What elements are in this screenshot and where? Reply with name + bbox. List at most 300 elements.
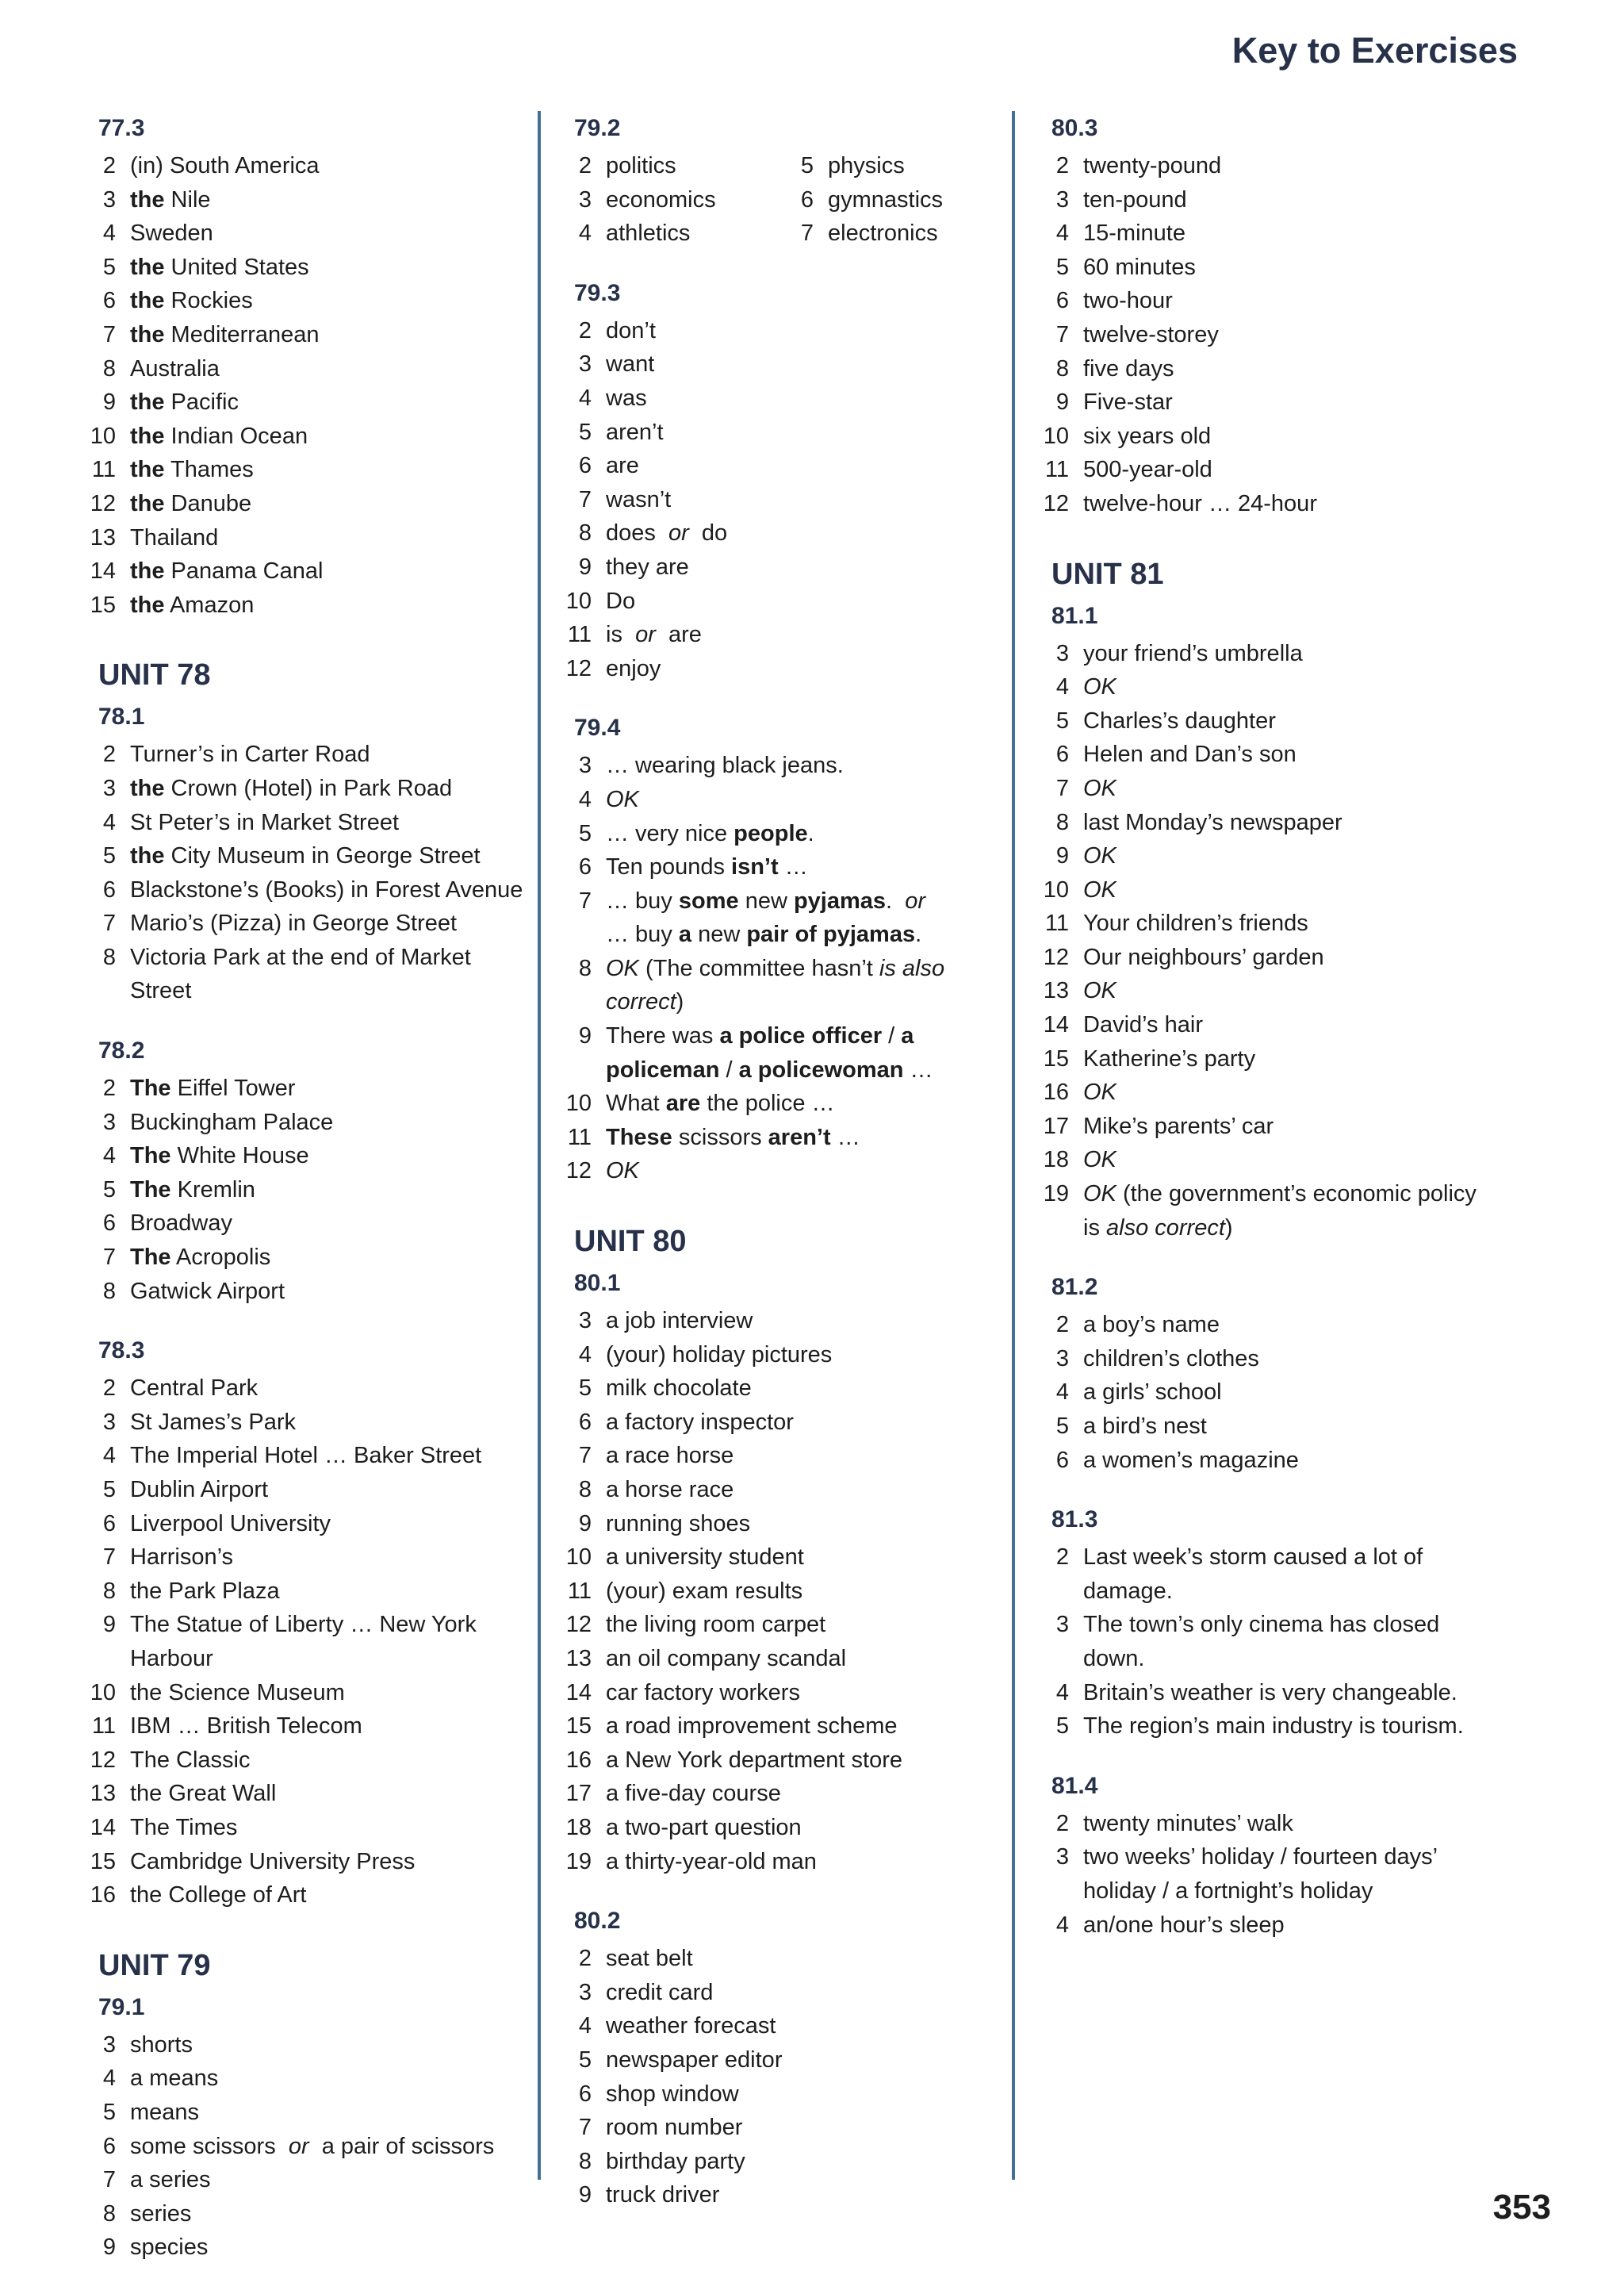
answer-number: 14: [565, 1679, 592, 1705]
answer-list: [1037, 1807, 1497, 1942]
answer-number: 2: [102, 1375, 116, 1402]
answer-number: 3: [1055, 1612, 1069, 1638]
answer-item: [560, 952, 1004, 1019]
answer-item: [84, 386, 528, 420]
answer-text: OK: [1083, 1080, 1116, 1106]
exercise-heading: 78.3: [98, 1337, 145, 1364]
answer-number: 15: [1043, 1045, 1069, 1072]
answer-item: [560, 2009, 1004, 2043]
answer-text: Cambridge University Press: [130, 1848, 416, 1874]
answer-text: Dublin Airport: [130, 1477, 269, 1502]
answer-number: 3: [578, 753, 592, 779]
answer-text: OK: [1083, 775, 1116, 801]
answer-text: birthday party: [606, 2148, 745, 2174]
answer-item: [84, 149, 528, 183]
answer-text: room number: [606, 2115, 743, 2141]
answer-item: [560, 1439, 1004, 1473]
answer-number: 5: [578, 820, 592, 846]
answer-item: [84, 1106, 528, 1140]
answer-item: [560, 618, 1004, 652]
answer-number: 10: [90, 423, 116, 449]
answer-text: … wearing black jeans.: [606, 753, 844, 779]
answer-number: 2: [102, 742, 116, 768]
answer-item: [84, 2163, 528, 2197]
answer-item: [560, 1154, 1004, 1188]
exercise: [560, 1904, 1004, 2212]
answer-number: 5: [102, 1477, 116, 1502]
answer-text: an/one hour’s sleep: [1083, 1912, 1285, 1938]
answer-number: 3: [578, 1979, 592, 2005]
answer-text: Charles’s daughter: [1083, 708, 1276, 734]
answer-number: 3: [102, 1109, 116, 1135]
answer-text: Blackstone’s (Books) in Forest Avenue: [130, 876, 523, 903]
answer-item: [560, 1019, 1004, 1087]
answer-text: a series: [130, 2167, 211, 2193]
answer-text: series: [130, 2200, 192, 2227]
answer-item: [560, 1642, 1004, 1676]
answer-number: 6: [102, 1210, 116, 1237]
answer-number: 5: [1055, 254, 1069, 280]
answer-number: 3: [102, 2031, 116, 2058]
answer-list: [84, 1371, 528, 1912]
exercise: [560, 711, 1004, 1188]
answer-item: [560, 1676, 1004, 1710]
answer-number: 7: [578, 1443, 592, 1469]
answer-text: some scissors or a pair of scissors: [130, 2133, 495, 2159]
answer-item: [84, 2231, 528, 2265]
answer-number: 10: [90, 1679, 116, 1705]
answer-text: running shoes: [606, 1510, 751, 1536]
answer-text: Mario’s (Pizza) in George Street: [130, 911, 458, 937]
answer-item: [560, 2043, 1004, 2077]
answer-item: [84, 873, 528, 907]
answer-text: a road improvement scheme: [606, 1713, 898, 1740]
answer-text: There was a police officer / a policeman / a policewoman …: [606, 1023, 933, 1083]
answer-item: [1037, 1143, 1497, 1177]
answer-text: truck driver: [606, 2182, 720, 2208]
answer-text: 15-minute: [1083, 221, 1185, 247]
answer-item: [1037, 420, 1497, 454]
unit-heading: UNIT 80: [574, 1225, 687, 1259]
answer-number: 9: [1055, 843, 1069, 869]
answer-list: [560, 749, 1004, 1188]
answer-item: [560, 347, 1004, 382]
answer-item: [1037, 1840, 1497, 1908]
answer-number: 13: [90, 524, 116, 550]
answer-text: The Times: [130, 1814, 238, 1840]
answer-item: [84, 1811, 528, 1845]
answer-text: they are: [606, 554, 689, 580]
answer-number: 2: [578, 1946, 592, 1972]
exercise-heading: 80.1: [574, 1270, 621, 1297]
exercise-heading: 79.4: [574, 715, 621, 742]
answer-number: 12: [90, 490, 116, 516]
answer-item: [560, 1304, 1004, 1338]
answer-number: 13: [1043, 978, 1069, 1004]
answer-text: politics: [606, 153, 676, 178]
answer-number: 6: [578, 453, 592, 479]
answer-number: 4: [102, 1143, 116, 1169]
answer-item: [560, 652, 1004, 686]
answer-text: The Eiffel Tower: [130, 1076, 296, 1102]
exercise-heading: 79.1: [98, 1993, 145, 2020]
column-middle: [560, 111, 1004, 2238]
answer-list: [84, 149, 528, 622]
answer-text: last Monday’s newspaper: [1083, 809, 1342, 835]
answer-item: [560, 1507, 1004, 1541]
answer-text: aren’t: [606, 419, 664, 445]
exercise-heading: 79.2: [574, 115, 621, 141]
answer-item: [1037, 1608, 1497, 1675]
answer-number: 13: [565, 1645, 592, 1671]
answer-text: a bird’s nest: [1083, 1414, 1207, 1439]
answer-number: 12: [565, 655, 592, 681]
answer-number: 11: [91, 1713, 116, 1740]
answer-number: 5: [102, 1176, 116, 1203]
answer-number: 4: [1055, 1912, 1069, 1938]
answer-text: OK: [606, 786, 639, 812]
answer-item: [84, 251, 528, 285]
answer-item: [560, 2178, 1004, 2212]
answer-number: 7: [800, 221, 814, 247]
answer-text: are: [606, 453, 639, 479]
answer-number: 11: [1044, 911, 1069, 937]
answer-text: OK: [1083, 978, 1116, 1004]
answer-text: weather forecast: [606, 2013, 776, 2039]
answer-item: [782, 149, 1004, 183]
exercise: [560, 1266, 1004, 1878]
answer-number: 6: [1055, 1447, 1069, 1473]
answer-number: 8: [102, 944, 116, 970]
answer-text: Last week’s storm caused a lot of damage.: [1083, 1544, 1423, 1604]
answer-number: 8: [1055, 809, 1069, 835]
answer-text: a factory inspector: [606, 1409, 794, 1435]
answer-text: These scissors aren’t …: [606, 1124, 860, 1150]
exercise-heading: 77.3: [98, 115, 145, 141]
answer-item: [1037, 1540, 1497, 1608]
answer-item: [1037, 1177, 1497, 1245]
answer-text: a horse race: [606, 1477, 734, 1502]
answer-number: 8: [578, 520, 592, 547]
answer-item: [84, 420, 528, 454]
answer-item: [560, 1575, 1004, 1609]
exercise: [84, 700, 528, 1008]
answer-text: the Crown (Hotel) in Park Road: [130, 775, 453, 801]
answer-item: [1037, 772, 1497, 806]
answer-text: shorts: [130, 2031, 193, 2058]
answer-item: [84, 1878, 528, 1912]
answer-number: 8: [578, 955, 592, 981]
answer-text: (your) exam results: [606, 1578, 803, 1604]
answer-item: [560, 1976, 1004, 2010]
answer-text: the living room carpet: [606, 1612, 826, 1638]
answer-item: [1037, 1076, 1497, 1110]
answer-text: Mike’s parents’ car: [1083, 1113, 1274, 1139]
answer-number: 16: [565, 1747, 592, 1773]
answer-item: [1037, 487, 1497, 521]
answer-text: OK (the government’s economic policy is also correct): [1083, 1181, 1477, 1241]
answer-text: The Classic: [130, 1747, 251, 1773]
answer-number: 6: [1055, 288, 1069, 314]
answer-item: [1037, 1375, 1497, 1410]
answer-item: [560, 516, 1004, 550]
answer-number: 6: [102, 1510, 116, 1536]
answer-text: Our neighbours’ garden: [1083, 944, 1324, 970]
answer-item: [560, 1608, 1004, 1642]
answer-number: 19: [565, 1848, 592, 1874]
answer-item: [560, 817, 1004, 851]
answer-number: 12: [90, 1747, 116, 1773]
answer-text: a thirty-year-old man: [606, 1848, 817, 1874]
exercise: [84, 1034, 528, 1308]
answer-item: [84, 772, 528, 806]
answer-number: 10: [565, 1091, 592, 1117]
column-divider: [538, 111, 541, 2180]
answer-text: a job interview: [606, 1308, 753, 1334]
answer-item: [84, 1439, 528, 1473]
answer-item: [560, 1743, 1004, 1778]
answer-number: 16: [1043, 1080, 1069, 1106]
answer-text: the Amazon: [130, 592, 255, 618]
answer-item: [782, 217, 1004, 251]
answer-number: 4: [578, 221, 592, 247]
answer-text: The region’s main industry is tourism.: [1083, 1713, 1464, 1740]
answer-list: [560, 1942, 1004, 2212]
answer-item: [1037, 251, 1497, 285]
answer-number: 4: [578, 786, 592, 812]
answer-number: 4: [578, 1341, 592, 1367]
answer-text: Five-star: [1083, 389, 1173, 416]
answer-item: [1037, 907, 1497, 941]
answer-item: [560, 217, 782, 251]
answer-item: [560, 1121, 1004, 1155]
exercise: [1037, 1502, 1497, 1743]
answer-number: 11: [567, 1578, 592, 1604]
answer-text: Helen and Dan’s son: [1083, 742, 1297, 768]
answer-text: OK: [606, 1158, 639, 1184]
answer-text: does or do: [606, 520, 728, 547]
answer-number: 9: [102, 389, 116, 416]
answer-text: means: [130, 2099, 200, 2125]
answer-number: 6: [1055, 742, 1069, 768]
answer-text: don’t: [606, 317, 656, 343]
answer-number: 3: [1055, 186, 1069, 213]
answer-number: 9: [578, 2182, 592, 2208]
answer-number: 10: [1043, 423, 1069, 449]
answer-item: [560, 1709, 1004, 1743]
answer-number: 11: [567, 1124, 592, 1150]
answer-number: 2: [1055, 153, 1069, 178]
answer-number: 10: [565, 1544, 592, 1571]
answer-number: 4: [102, 809, 116, 835]
answer-text: the Panama Canal: [130, 558, 324, 585]
answer-text: the College of Art: [130, 1882, 307, 1908]
answer-item: [560, 149, 782, 183]
answer-item: [560, 449, 1004, 483]
answer-number: 10: [565, 588, 592, 614]
answer-item: [1037, 1342, 1497, 1376]
answer-item: [1037, 149, 1497, 183]
answer-number: 9: [578, 554, 592, 580]
answer-list: [782, 149, 1004, 251]
exercise: [84, 1990, 528, 2265]
exercise: [1037, 599, 1497, 1245]
answer-item: [84, 1371, 528, 1406]
answer-number: 4: [102, 2066, 116, 2092]
answer-item: [1037, 352, 1497, 386]
answer-text: athletics: [606, 221, 691, 247]
answer-text: … buy some new pyjamas. or … buy a new pair of pyjamas.: [606, 888, 926, 948]
answer-number: 4: [1055, 1679, 1069, 1705]
answer-item: [84, 589, 528, 623]
answer-number: 8: [578, 1477, 592, 1502]
column-left: [84, 111, 528, 2290]
exercise-heading: 81.4: [1051, 1772, 1098, 1799]
answer-text: credit card: [606, 1979, 714, 2005]
answer-item: [1037, 1008, 1497, 1042]
answer-number: 14: [90, 1814, 116, 1840]
answer-text: Ten pounds isn’t …: [606, 854, 808, 880]
answer-item: [560, 850, 1004, 884]
answer-item: [84, 1139, 528, 1173]
answer-text: the Mediterranean: [130, 321, 320, 347]
answer-number: 5: [578, 1375, 592, 1402]
answer-item: [560, 1777, 1004, 1811]
answer-number: 7: [1055, 775, 1069, 801]
answer-number: 3: [578, 351, 592, 378]
answer-text: The Acropolis: [130, 1245, 271, 1271]
exercise: [84, 111, 528, 622]
answer-number: 2: [1055, 1810, 1069, 1836]
answer-text: Australia: [130, 355, 220, 382]
answer-text: gymnastics: [828, 186, 944, 213]
answer-text: Britain’s weather is very changeable.: [1083, 1679, 1457, 1705]
page-header: Key to Exercises: [1231, 30, 1518, 71]
column-divider: [1012, 111, 1015, 2180]
answer-number: 5: [1055, 1414, 1069, 1439]
answer-item: [1037, 941, 1497, 975]
answer-number: 7: [1055, 321, 1069, 347]
answer-number: 6: [578, 1409, 592, 1435]
answer-text: (your) holiday pictures: [606, 1341, 833, 1367]
answer-number: 4: [102, 1443, 116, 1469]
answer-text: two weeks’ holiday / fourteen days’ holiday / a fortnight’s holiday: [1083, 1844, 1437, 1904]
answer-text: Turner’s in Carter Road: [130, 742, 370, 768]
answer-number: 3: [1055, 1844, 1069, 1870]
answer-item: [84, 1241, 528, 1275]
answer-number: 4: [102, 221, 116, 247]
answer-list: [560, 1304, 1004, 1878]
answer-text: OK: [1083, 674, 1116, 700]
answer-text: Gatwick Airport: [130, 1278, 285, 1304]
exercise: [1037, 1769, 1497, 1942]
answer-item: [1037, 318, 1497, 352]
answer-text: OK: [1083, 876, 1116, 903]
exercise-heading: 80.3: [1051, 115, 1098, 141]
answer-item: [1037, 974, 1497, 1008]
answer-text: electronics: [828, 221, 938, 247]
answer-text: St James’s Park: [130, 1409, 296, 1435]
answer-text: a five-day course: [606, 1781, 781, 1807]
answer-text: wasn’t: [606, 486, 672, 512]
answer-item: [84, 1507, 528, 1541]
answer-text: the Indian Ocean: [130, 423, 308, 449]
answer-number: 2: [1055, 1544, 1069, 1571]
answer-number: 14: [90, 558, 116, 585]
answer-text: Central Park: [130, 1375, 259, 1402]
answer-number: 9: [102, 2234, 116, 2261]
answer-item: [84, 2130, 528, 2164]
answer-two-column: [560, 149, 1004, 251]
answer-text: the United States: [130, 254, 309, 280]
answer-number: 7: [578, 888, 592, 914]
answer-text: the City Museum in George Street: [130, 843, 481, 869]
answer-text: David’s hair: [1083, 1012, 1203, 1038]
answer-number: 6: [578, 2081, 592, 2107]
answer-item: [560, 1845, 1004, 1879]
answer-item: [84, 2062, 528, 2096]
answer-item: [560, 550, 1004, 585]
answer-number: 18: [1043, 1147, 1069, 1173]
answer-item: [1037, 1709, 1497, 1743]
answer-number: 6: [800, 186, 814, 213]
answer-item: [84, 806, 528, 840]
answer-text: the Great Wall: [130, 1781, 277, 1807]
answer-item: [1037, 738, 1497, 772]
answer-item: [84, 1777, 528, 1811]
answer-number: 5: [1055, 708, 1069, 734]
answer-number: 10: [1043, 876, 1069, 903]
answer-list: [560, 149, 782, 251]
answer-item: [84, 1473, 528, 1507]
answer-text: OK (The committee hasn’t is also correct): [606, 955, 945, 1015]
answer-item: [560, 884, 1004, 952]
answer-list: [560, 314, 1004, 686]
answer-item: [560, 2077, 1004, 2112]
exercise-heading: 80.2: [574, 1908, 621, 1935]
answer-text: the Nile: [130, 186, 211, 213]
answer-list: [1037, 149, 1497, 521]
answer-item: [84, 1676, 528, 1710]
answer-item: [1037, 1908, 1497, 1943]
answer-text: 500-year-old: [1083, 457, 1212, 483]
answer-item: [1037, 1444, 1497, 1478]
answer-number: 7: [102, 1544, 116, 1571]
answer-number: 3: [102, 1409, 116, 1435]
answer-text: the Pacific: [130, 389, 239, 416]
answer-number: 16: [90, 1882, 116, 1908]
answer-text: milk chocolate: [606, 1375, 752, 1402]
answer-number: 12: [565, 1612, 592, 1638]
answer-number: 5: [578, 419, 592, 445]
answer-text: is or are: [606, 622, 702, 648]
answer-item: [84, 284, 528, 318]
answer-item: [560, 1406, 1004, 1440]
answer-text: ten-pound: [1083, 186, 1187, 213]
answer-number: 11: [567, 622, 592, 648]
answer-number: 4: [578, 385, 592, 411]
exercise-heading: 79.3: [574, 279, 621, 306]
answer-item: [560, 2111, 1004, 2145]
answer-text: Liverpool University: [130, 1510, 331, 1536]
answer-item: [560, 1338, 1004, 1372]
answer-number: 11: [91, 457, 116, 483]
answer-text: a race horse: [606, 1443, 734, 1469]
answer-item: [1037, 1308, 1497, 1342]
answer-number: 8: [1055, 355, 1069, 382]
answer-text: physics: [828, 153, 905, 178]
answer-number: 2: [578, 153, 592, 178]
